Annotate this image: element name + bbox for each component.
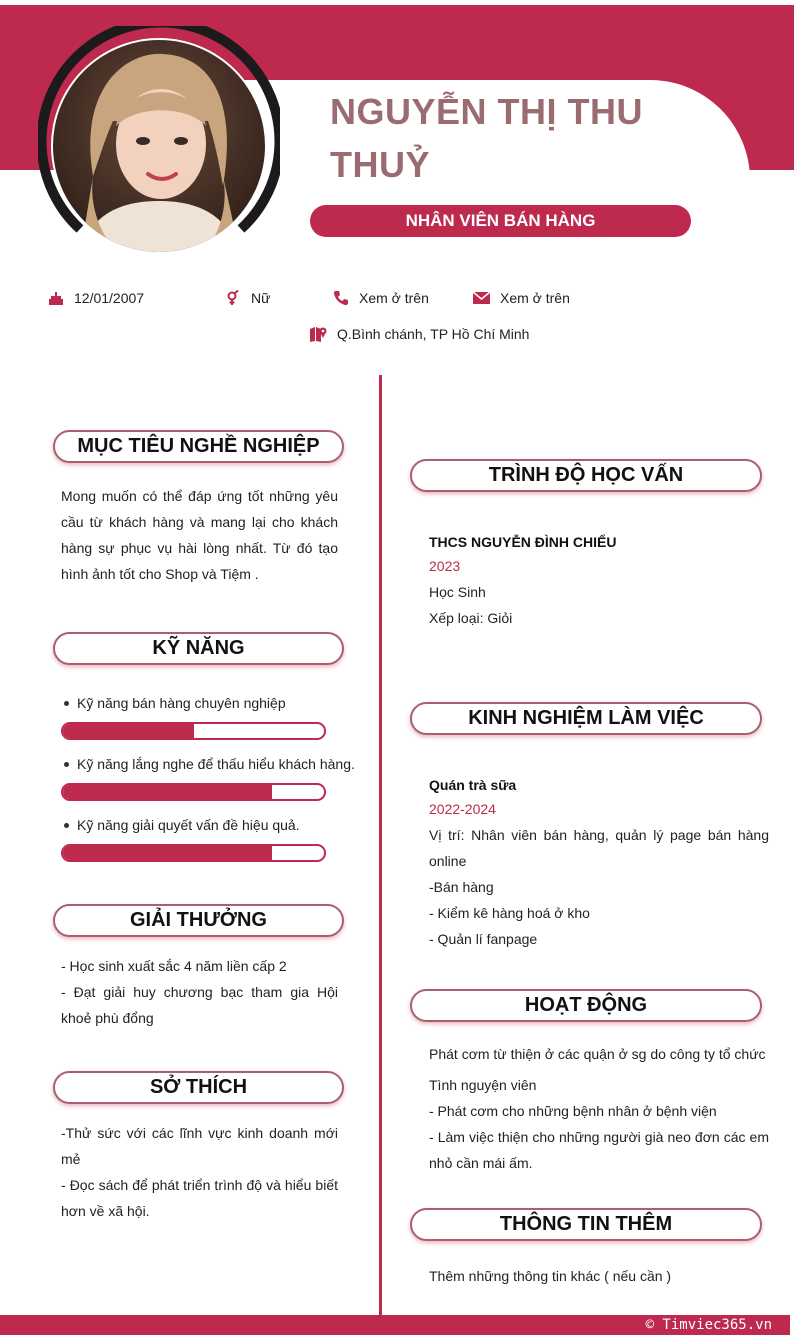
activity-item: Tình nguyện viên	[429, 1077, 537, 1093]
address-value: Q.Bình chánh, TP Hồ Chí Minh	[337, 326, 530, 342]
birthday-value: 12/01/2007	[74, 290, 145, 306]
education-entry	[429, 534, 769, 631]
gender-value: Nữ	[251, 290, 271, 306]
award-item: - Đạt giải huy chương bạc tham gia Hội khoẻ phù đổng	[61, 984, 338, 1026]
education-heading: TRÌNH ĐỘ HỌC VẤN	[410, 459, 762, 492]
extra-info-heading: THÔNG TIN THÊM	[410, 1208, 762, 1241]
bullet-icon	[64, 823, 69, 828]
experience-heading: KINH NGHIỆM LÀM VIỆC	[410, 702, 762, 735]
skill-label: Kỹ năng lắng nghe để thấu hiểu khách hàng.	[77, 756, 355, 772]
extra-info-text: Thêm những thông tin khác ( nếu cần )	[429, 1268, 672, 1284]
birthday-cake-icon	[48, 290, 64, 306]
experience-task: -Bán hàng	[429, 879, 494, 895]
skill-bar-fill	[63, 785, 272, 799]
activity-item: - Phát cơm cho những bệnh nhân ở bệnh viện	[429, 1103, 717, 1119]
education-role: Học Sinh	[429, 584, 486, 600]
skills-heading: KỸ NĂNG	[53, 632, 344, 665]
skill-bar	[61, 722, 326, 740]
hobbies-heading: SỞ THÍCH	[53, 1071, 344, 1104]
skill-label: Kỹ năng bán hàng chuyên nghiệp	[77, 695, 286, 711]
email-value: Xem ở trên	[500, 290, 570, 306]
experience-task: - Quản lí fanpage	[429, 931, 538, 947]
email-info	[473, 290, 570, 306]
company-name: Quán trà sữa	[429, 777, 517, 793]
skill-item	[64, 756, 355, 772]
activity-item: - Làm việc thiện cho những người già neo đơn các em nhỏ cần mái ấm.	[429, 1129, 769, 1171]
hobby-item: - Đọc sách để phát triển trình độ và hiểu biết hơn về xã hội.	[61, 1177, 338, 1219]
bullet-icon	[64, 701, 69, 706]
hobbies-list	[61, 1120, 338, 1224]
phone-info	[333, 290, 429, 306]
activity-item: Phát cơm từ thiện ở các quận ở sg do công ty tổ chức	[429, 1046, 766, 1062]
activities-heading: HOẠT ĐỘNG	[410, 989, 762, 1022]
awards-heading: GIẢI THƯỞNG	[53, 904, 344, 937]
job-title-badge: NHÂN VIÊN BÁN HÀNG	[310, 205, 691, 237]
skill-bar	[61, 783, 326, 801]
candidate-name: NGUYỄN THỊ THU THUỶ	[330, 91, 643, 185]
experience-years: 2022-2024	[429, 801, 496, 817]
school-name: THCS NGUYỄN ĐÌNH CHIỂU	[429, 534, 617, 550]
awards-list	[61, 953, 338, 1031]
hobby-item: -Thử sức với các lĩnh vực kinh doanh mới mẻ	[61, 1125, 338, 1167]
gender-info	[225, 290, 270, 306]
bullet-icon	[64, 762, 69, 767]
email-icon	[473, 292, 490, 304]
skill-item	[64, 817, 300, 833]
birthday-info	[48, 290, 144, 306]
skill-bar-fill	[63, 724, 194, 738]
objective-heading: MỤC TIÊU NGHỀ NGHIỆP	[53, 430, 344, 463]
experience-position: Vị trí: Nhân viên bán hàng, quản lý page bán hàng online	[429, 827, 769, 869]
award-item: - Học sinh xuất sắc 4 năm liền cấp 2	[61, 958, 287, 974]
education-year: 2023	[429, 558, 461, 574]
avatar	[38, 26, 280, 268]
education-grade: Xếp loại: Giỏi	[429, 610, 513, 626]
footer-watermark: © Timviec365.vn	[645, 1317, 772, 1333]
skill-bar-fill	[63, 846, 272, 860]
column-divider	[379, 375, 382, 1315]
objective-text: Mong muốn có thể đáp ứng tốt những yêu cầu từ khách hàng và mang lại cho khách hàng sự phục vụ hài lòng nhất. Từ đó tạo hình ảnh tốt cho Shop và Tiệm .	[61, 488, 338, 582]
phone-icon	[333, 290, 349, 306]
phone-value: Xem ở trên	[359, 290, 429, 306]
skill-item	[64, 695, 286, 711]
gender-icon	[225, 290, 241, 306]
experience-entry	[429, 777, 769, 952]
address-info	[310, 326, 529, 342]
activities-list	[429, 1041, 769, 1176]
skill-label: Kỹ năng giải quyết vấn đề hiệu quả.	[77, 817, 300, 833]
skill-bar	[61, 844, 326, 862]
experience-task: - Kiểm kê hàng hoá ở kho	[429, 905, 590, 921]
map-pin-icon	[310, 326, 327, 342]
